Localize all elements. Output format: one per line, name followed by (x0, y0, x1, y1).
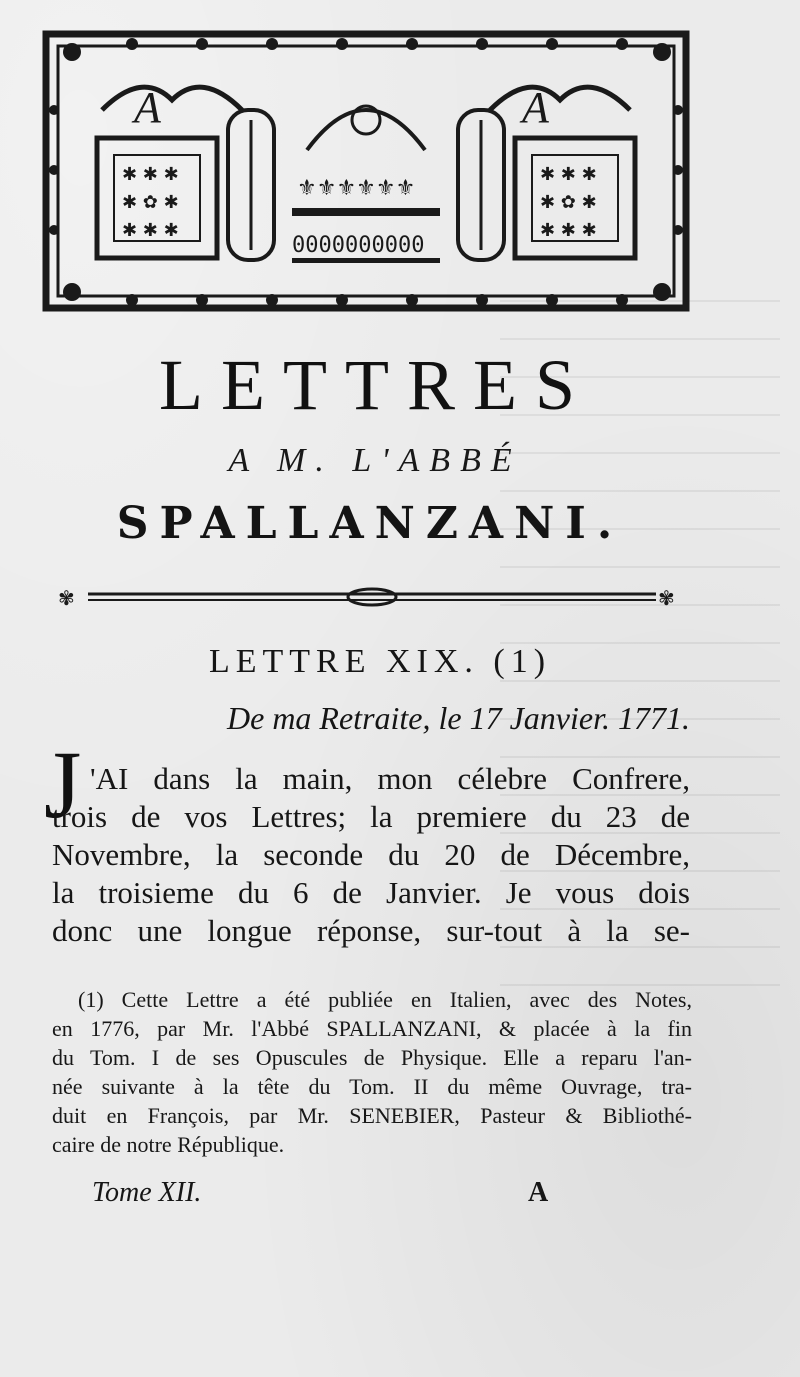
decorative-rule (58, 584, 686, 610)
svg-text:0000000000: 0000000000 (292, 233, 425, 258)
body-line: donc une longue réponse, sur-tout à la se- (52, 913, 690, 948)
svg-text:✱ ✿ ✱: ✱ ✿ ✱ (540, 192, 597, 213)
svg-text:✾: ✾ (58, 586, 75, 610)
ornamental-headpiece (42, 30, 690, 312)
svg-text:✱ ✿ ✱: ✱ ✿ ✱ (122, 192, 179, 213)
svg-text:✱ ✱ ✱: ✱ ✱ ✱ (122, 220, 179, 241)
footnote-line: duit en François, par Mr. SENEBIER, Pasteur & Bibliothé- (52, 1103, 692, 1128)
footnote-line: (1) Cette Lettre a été publiée en Italien, avec des Notes, (78, 987, 692, 1012)
svg-text:✱ ✱ ✱: ✱ ✱ ✱ (540, 220, 597, 241)
svg-text:⚜⚜⚜⚜⚜⚜: ⚜⚜⚜⚜⚜⚜ (297, 176, 416, 201)
signature-mark: A (528, 1177, 549, 1208)
recipient-line: A M. L'ABBÉ (228, 442, 522, 479)
letter-heading: LETTRE XIX. (1) (208, 643, 552, 680)
footnote-line: du Tom. I de ses Opuscules de Physique. Elle a reparu l'an- (52, 1045, 692, 1070)
body-line: Novembre, la seconde du 20 de Décembre, (52, 837, 690, 872)
body-line: trois de vos Lettres; la premiere du 23 de (52, 799, 690, 834)
book-title: LETTRES (159, 345, 593, 425)
footnote-line: caire de notre République. (52, 1132, 285, 1157)
svg-text:✱ ✱ ✱: ✱ ✱ ✱ (540, 164, 597, 185)
recipient-name: SPALLANZANI. (116, 498, 624, 549)
footnote (52, 985, 692, 1159)
body-line: 'AI dans la main, mon célebre Confrere, (90, 761, 690, 796)
volume-label: Tome XII. (92, 1177, 202, 1208)
svg-text:A: A (522, 83, 549, 132)
letter-body (52, 760, 690, 950)
letter-dateline: De ma Retraite, le 17 Janvier. 1771. (227, 700, 690, 736)
svg-text:✾: ✾ (658, 586, 675, 610)
svg-text:✱ ✱ ✱: ✱ ✱ ✱ (122, 164, 179, 185)
footnote-line: en 1776, par Mr. l'Abbé SPALLANZANI, & placée à la fin (52, 1016, 692, 1041)
body-line: la troisieme du 6 de Janvier. Je vous dois (52, 875, 690, 910)
drop-cap: J (44, 731, 82, 838)
footnote-line: née suivante à la tête du Tom. II du même Ouvrage, tra- (52, 1074, 692, 1099)
svg-text:A: A (134, 83, 161, 132)
